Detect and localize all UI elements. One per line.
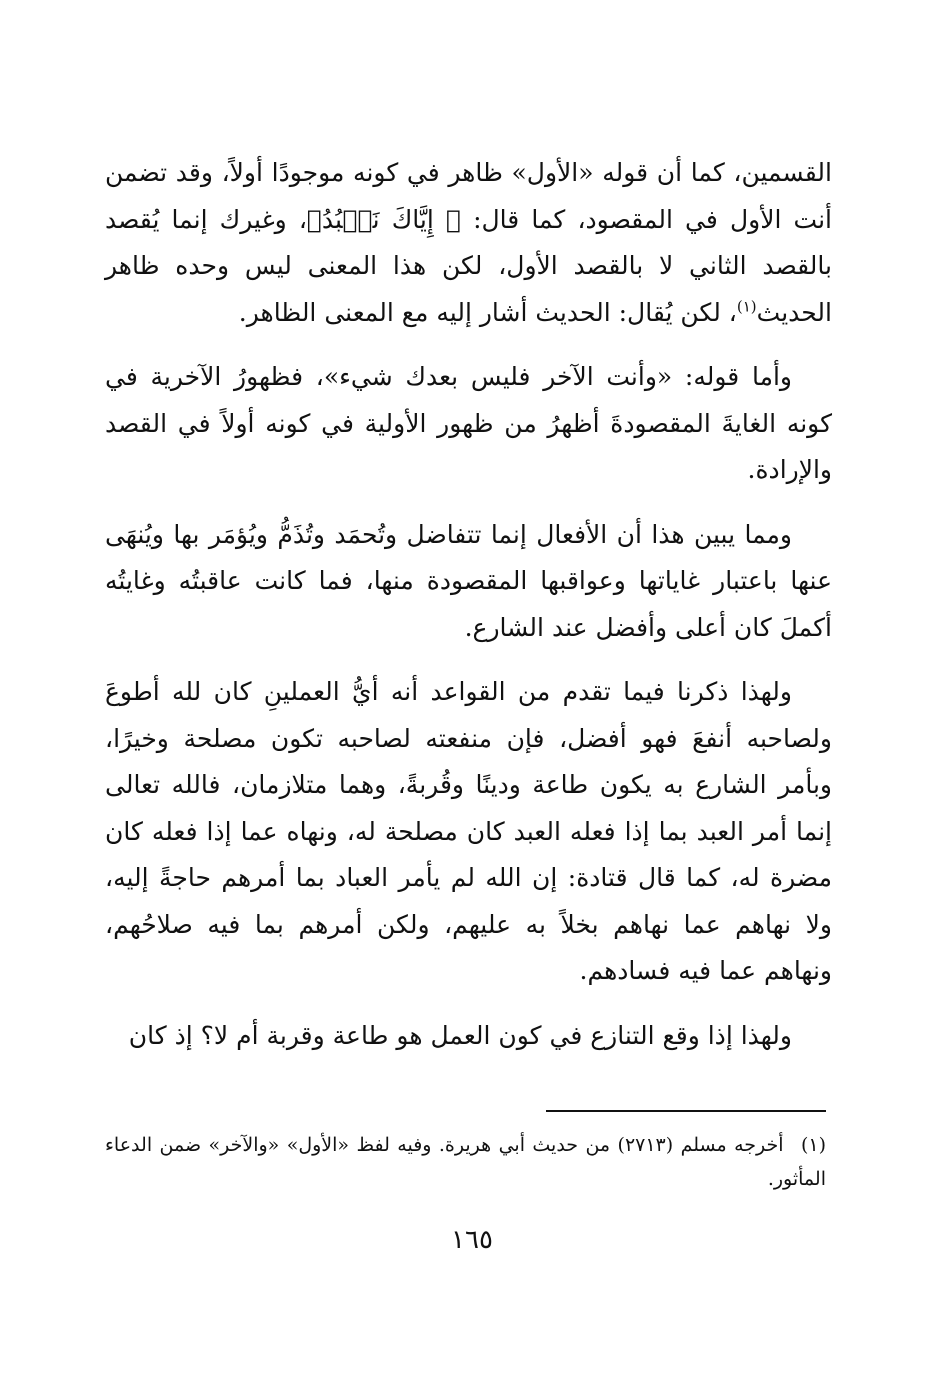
paragraph-1-tail: ، لكن يُقال: الحديث أشار إليه مع المعنى الظاهر. [238, 297, 737, 327]
paragraph-2: وأما قوله: «وأنت الآخر فليس بعدك شيء»، فظهورُ الآخرية في كونه الغايةَ المقصودةَ أظهرُ من ظهور الأولية في كونه أولاً في القصد والإرادة. [105, 362, 832, 484]
page-number: ١٦٥ [451, 1225, 493, 1255]
footnote [105, 1128, 826, 1196]
footnote-separator [546, 1110, 826, 1112]
footnote-reference: (١) [736, 297, 757, 316]
footnote-text: أخرجه مسلم (٢٧١٣) من حديث أبي هريرة. وفيه لفظ «الأول» «والآخر» ضمن الدعاء المأثور. [105, 1134, 826, 1190]
paragraph-5: ولهذا إذا وقع التنازع في كون العمل هو طاعة وقربة أم لا؟ إذ كان [128, 1020, 792, 1050]
paragraph-1 [105, 150, 832, 336]
paragraph-4: ولهذا ذكرنا فيما تقدم من القواعد أنه أيُّ العملينِ كان لله أطوعَ ولصاحبه أنفعَ فهو أفضل، فإن منفعته لصاحبه تكون مصلحة وخيرًا، وبأمر الشارع به يكون طاعة ودينًا وقُربةً، وهما متلازمان، فالله تعالى إنما أمر العبد بما إذا فعله العبد كان مصلحة له، ونهاه عما إذا فعله كان مضرة له، كما قال قتادة: إن الله لم يأمر العباد بما أمرهم حاجةً إليه، ولا نهاهم عما نهاهم بخلاً به عليهم، ولكن أمرهم بما فيه صلاحُهم، ونهاهم عما فيه فسادهم. [105, 677, 832, 985]
paragraph-1-text: القسمين، كما أن قوله «الأول» ظاهر في كونه موجودًا أولاً، وقد تضمن أنت الأول في المقصود، كما قال: ﴿ إِيَّاكَ نَعۡبُدُ﴾، وغيرك إنما يُقصد بالقصد الثاني لا بالقصد الأول، لكن هذا المعنى ليس وحده ظاهر الحديث [105, 158, 832, 327]
main-text [105, 150, 832, 1077]
paragraph-3: ومما يبين هذا أن الأفعال إنما تتفاضل وتُحمَد وتُذَمُّ ويُؤمَر بها ويُنهَى عنها باعتبار غاياتها وعواقبها المقصودة منها، فما كانت عاقبتُه وغايتُه أكملَ كان أعلى وأفضل عند الشارع. [105, 519, 832, 642]
footnote-mark: (١) [800, 1134, 826, 1156]
